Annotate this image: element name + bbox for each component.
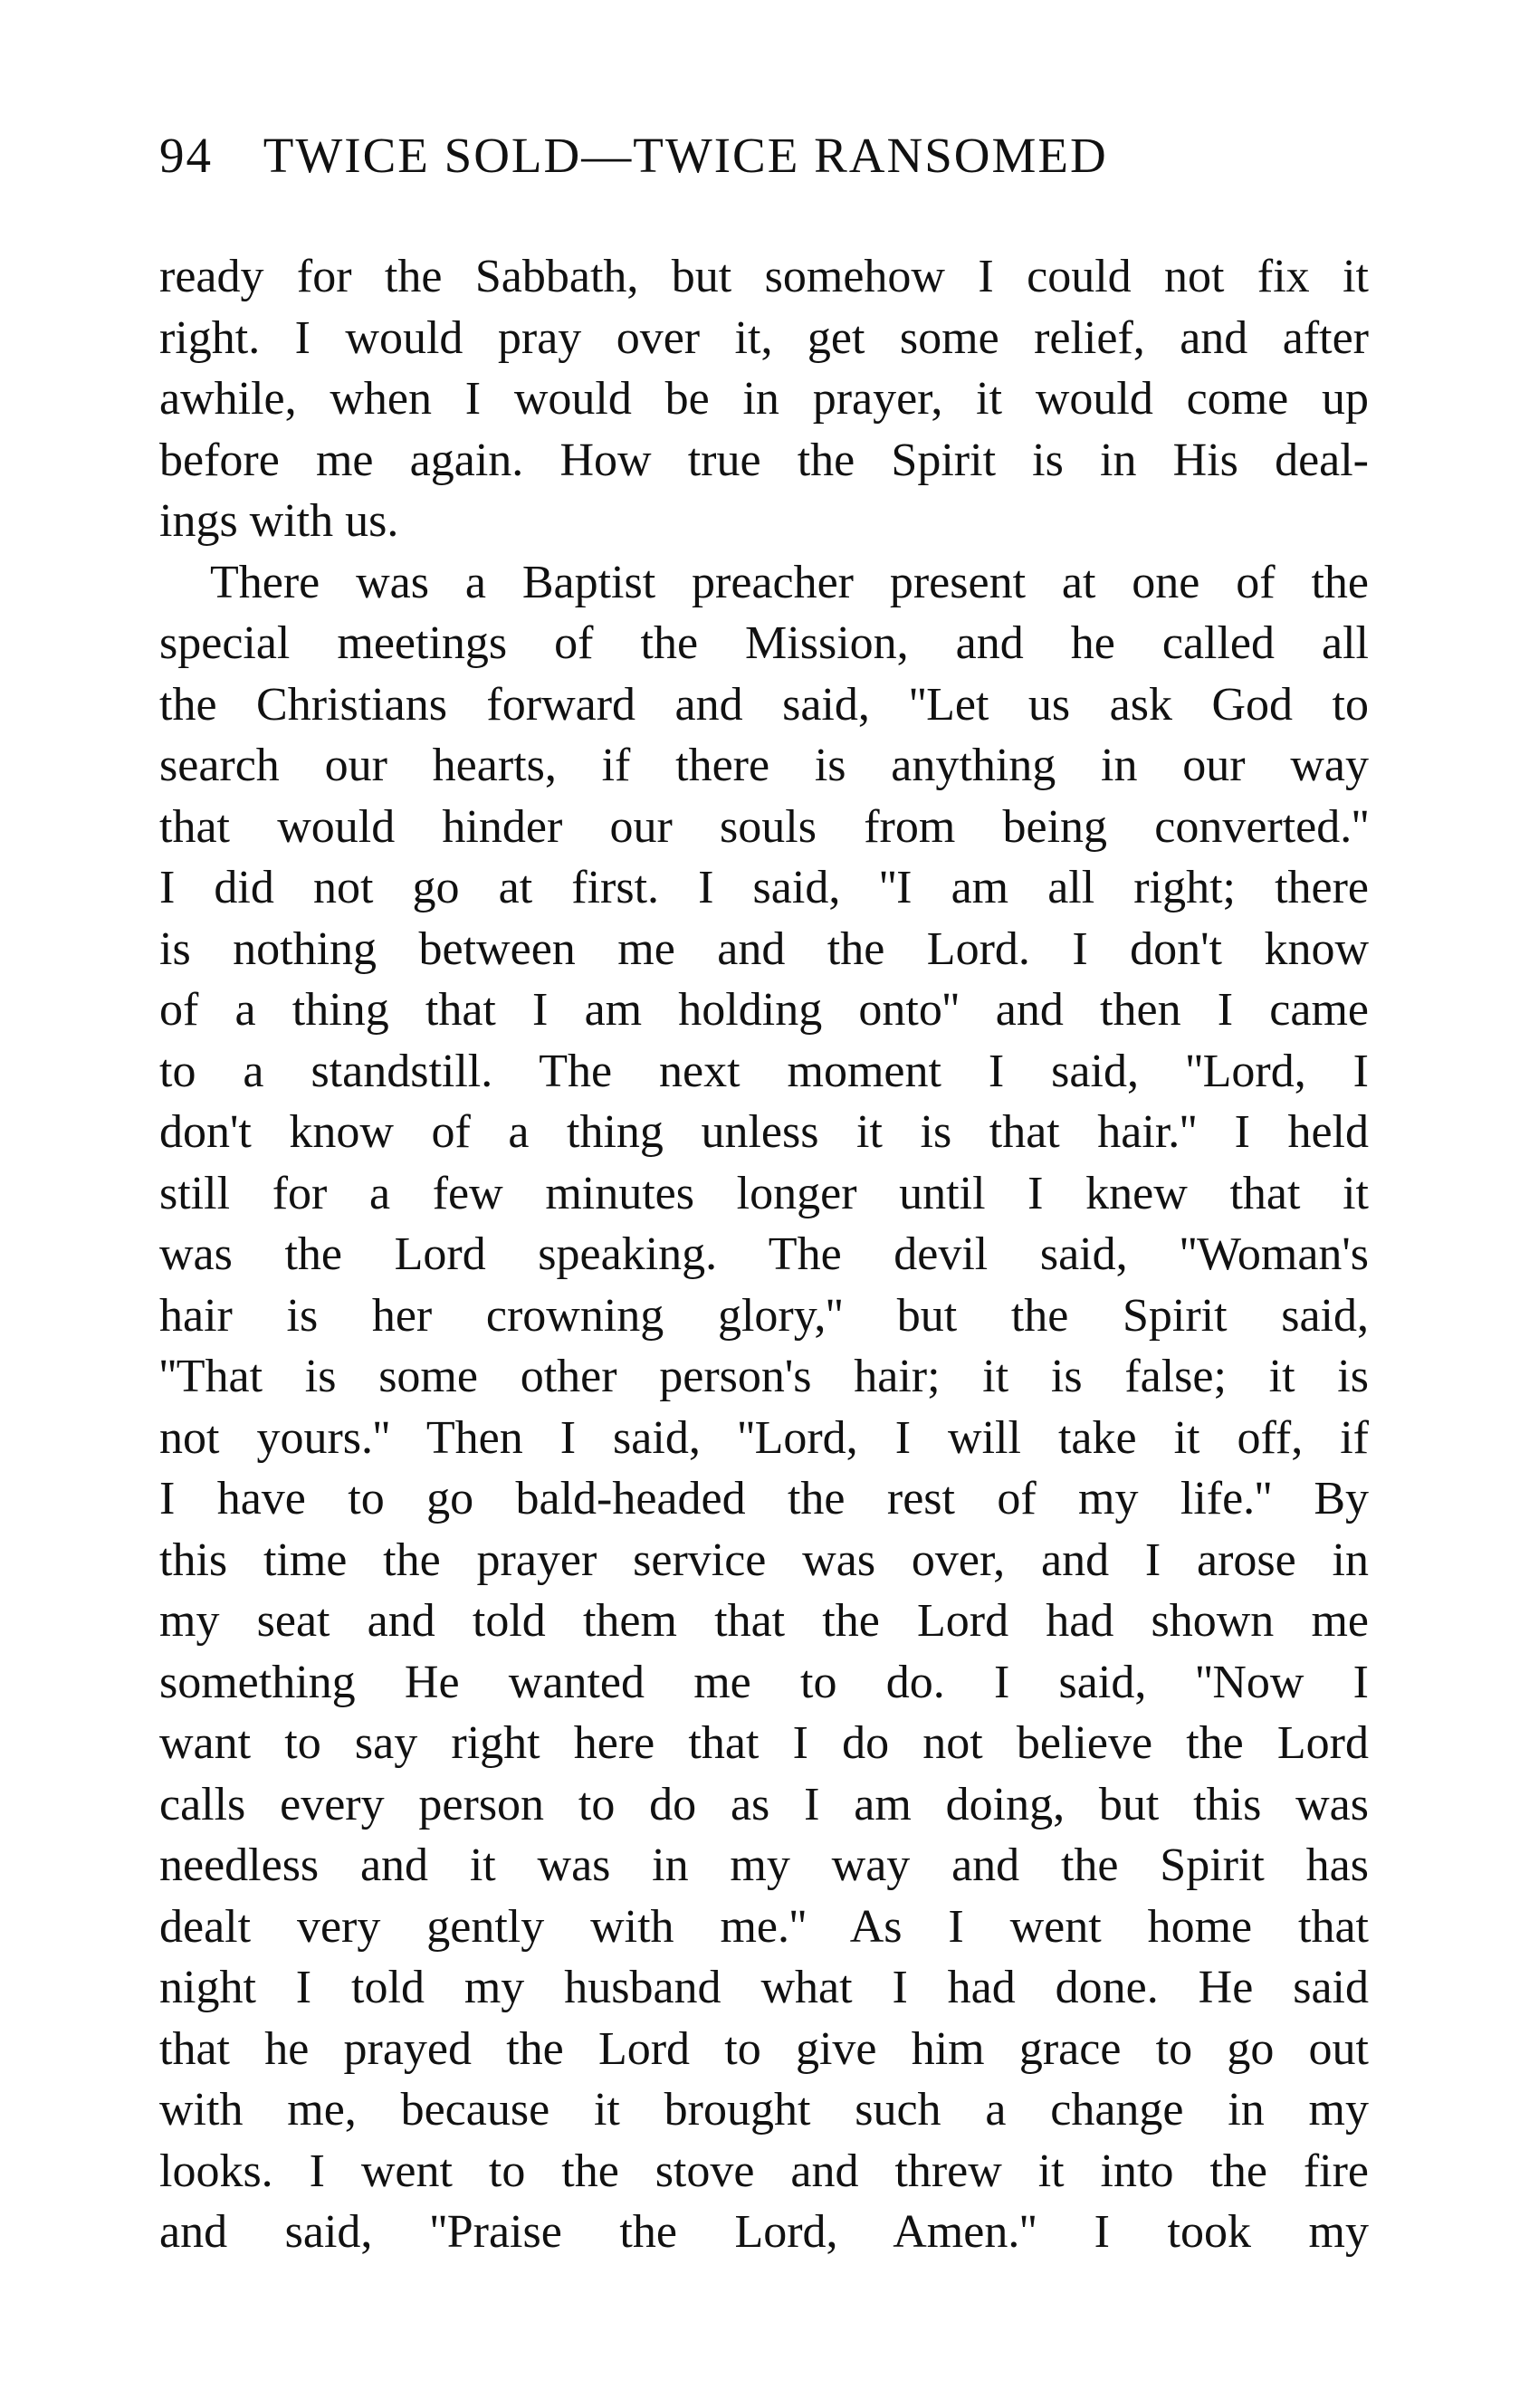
body-text [159,246,1369,2263]
text-line: still for a few minutes longer until I knew that it [159,1167,1369,1219]
text-line: not yours.'' Then I said, ''Lord, I will take it off, if [159,1411,1369,1464]
text-line: of a thing that I am holding onto'' and then I came [159,984,1369,1036]
text-line: I did not go at first. I said, ''I am all right; there [159,862,1369,913]
text-line: search our hearts, if there is anything in our way [159,740,1369,791]
text-line: calls every person to do as I am doing, but this was [159,1778,1369,1830]
text-line: ''That is some other person's hair; it is false; it is [159,1351,1369,1402]
text-line: something He wanted me to do. I said, ''Now I [159,1656,1369,1708]
text-line: I have to go bald-headed the rest of my life.'' By [159,1473,1369,1524]
page-number: 94 [159,128,213,183]
text-line: is nothing between me and the Lord. I don't know [159,922,1369,975]
text-line: that would hinder our souls from being converted.'' [159,800,1369,853]
text-line: that he prayed the Lord to give him grace to go out [159,2022,1369,2075]
text-line: with me, because it brought such a change in my [159,2084,1369,2136]
text-line: my seat and told them that the Lord had shown me [159,1595,1369,1647]
running-header [159,127,1372,199]
text-line: was the Lord speaking. The devil said, ''Woman's [159,1228,1369,1280]
text-line: ings with us. [159,495,399,547]
text-line: don't know of a thing unless it is that hair.'' I held [159,1106,1369,1158]
text-line: before me again. How true the Spirit is in His deal- [159,434,1369,486]
text-line: awhile, when I would be in prayer, it would come up [159,373,1369,425]
text-line: looks. I went to the stove and threw it into the fire [159,2145,1369,2197]
text-line: needless and it was in my way and the Spirit has [159,1839,1369,1891]
text-line: dealt very gently with me.'' As I went home that [159,1900,1369,1953]
running-title: TWICE SOLD—TWICE RANSOMED [263,128,1108,183]
text-line: want to say right here that I do not believe the Lord [159,1717,1369,1769]
text-line: to a standstill. The next moment I said, ''Lord, I [159,1045,1369,1097]
text-line: special meetings of the Mission, and he called all [159,617,1369,669]
text-line: ready for the Sabbath, but somehow I could not fix it [159,251,1369,302]
text-line: hair is her crowning glory,'' but the Spirit said, [159,1289,1369,1342]
text-line: right. I would pray over it, get some relief, and after [159,311,1369,364]
text-line: night I told my husband what I had done. He said [159,1962,1369,2013]
text-line: There was a Baptist preacher present at one of the [210,556,1369,608]
text-line: this time the prayer service was over, and I arose in [159,1534,1369,1586]
text-line: and said, ''Praise the Lord, Amen.'' I took my [159,2206,1369,2258]
text-line: the Christians forward and said, ''Let us ask God to [159,678,1369,731]
